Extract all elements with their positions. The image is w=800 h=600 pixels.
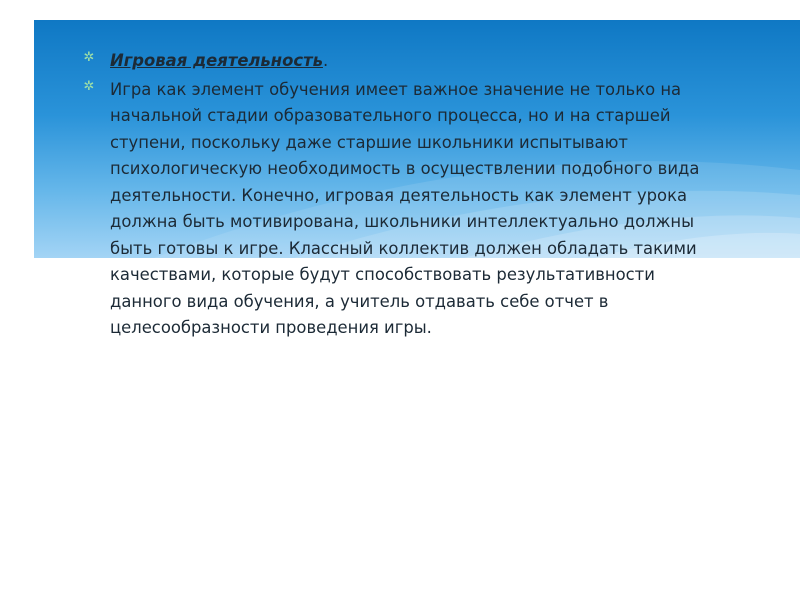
bullet-list	[82, 48, 722, 344]
bullet-item-body	[82, 77, 722, 342]
body-paragraph: Игра как элемент обучения имеет важное значение не только на начальной стадии образовательного процесса, но и на старшей ступени, поскольку даже старшие школьники испытывают психологическую необходимость в осуществлении подобного вида деятельности. Конечно, игровая деятельность как элемент урока должна быть мотивирована, школьники интеллектуально должны быть готовы к игре. Классный коллектив должен обладать такими качествами, которые будут способствовать результативности данного вида обучения, а учитель отдавать себе отчет в целесообразности проведения игры.	[110, 79, 700, 337]
bullet-item-heading	[82, 48, 722, 75]
slide-heading: Игровая деятельность	[110, 51, 323, 70]
heading-period: .	[322, 51, 329, 70]
star-bullet-icon: ✲	[83, 78, 95, 94]
star-bullet-icon: ✲	[83, 50, 95, 65]
